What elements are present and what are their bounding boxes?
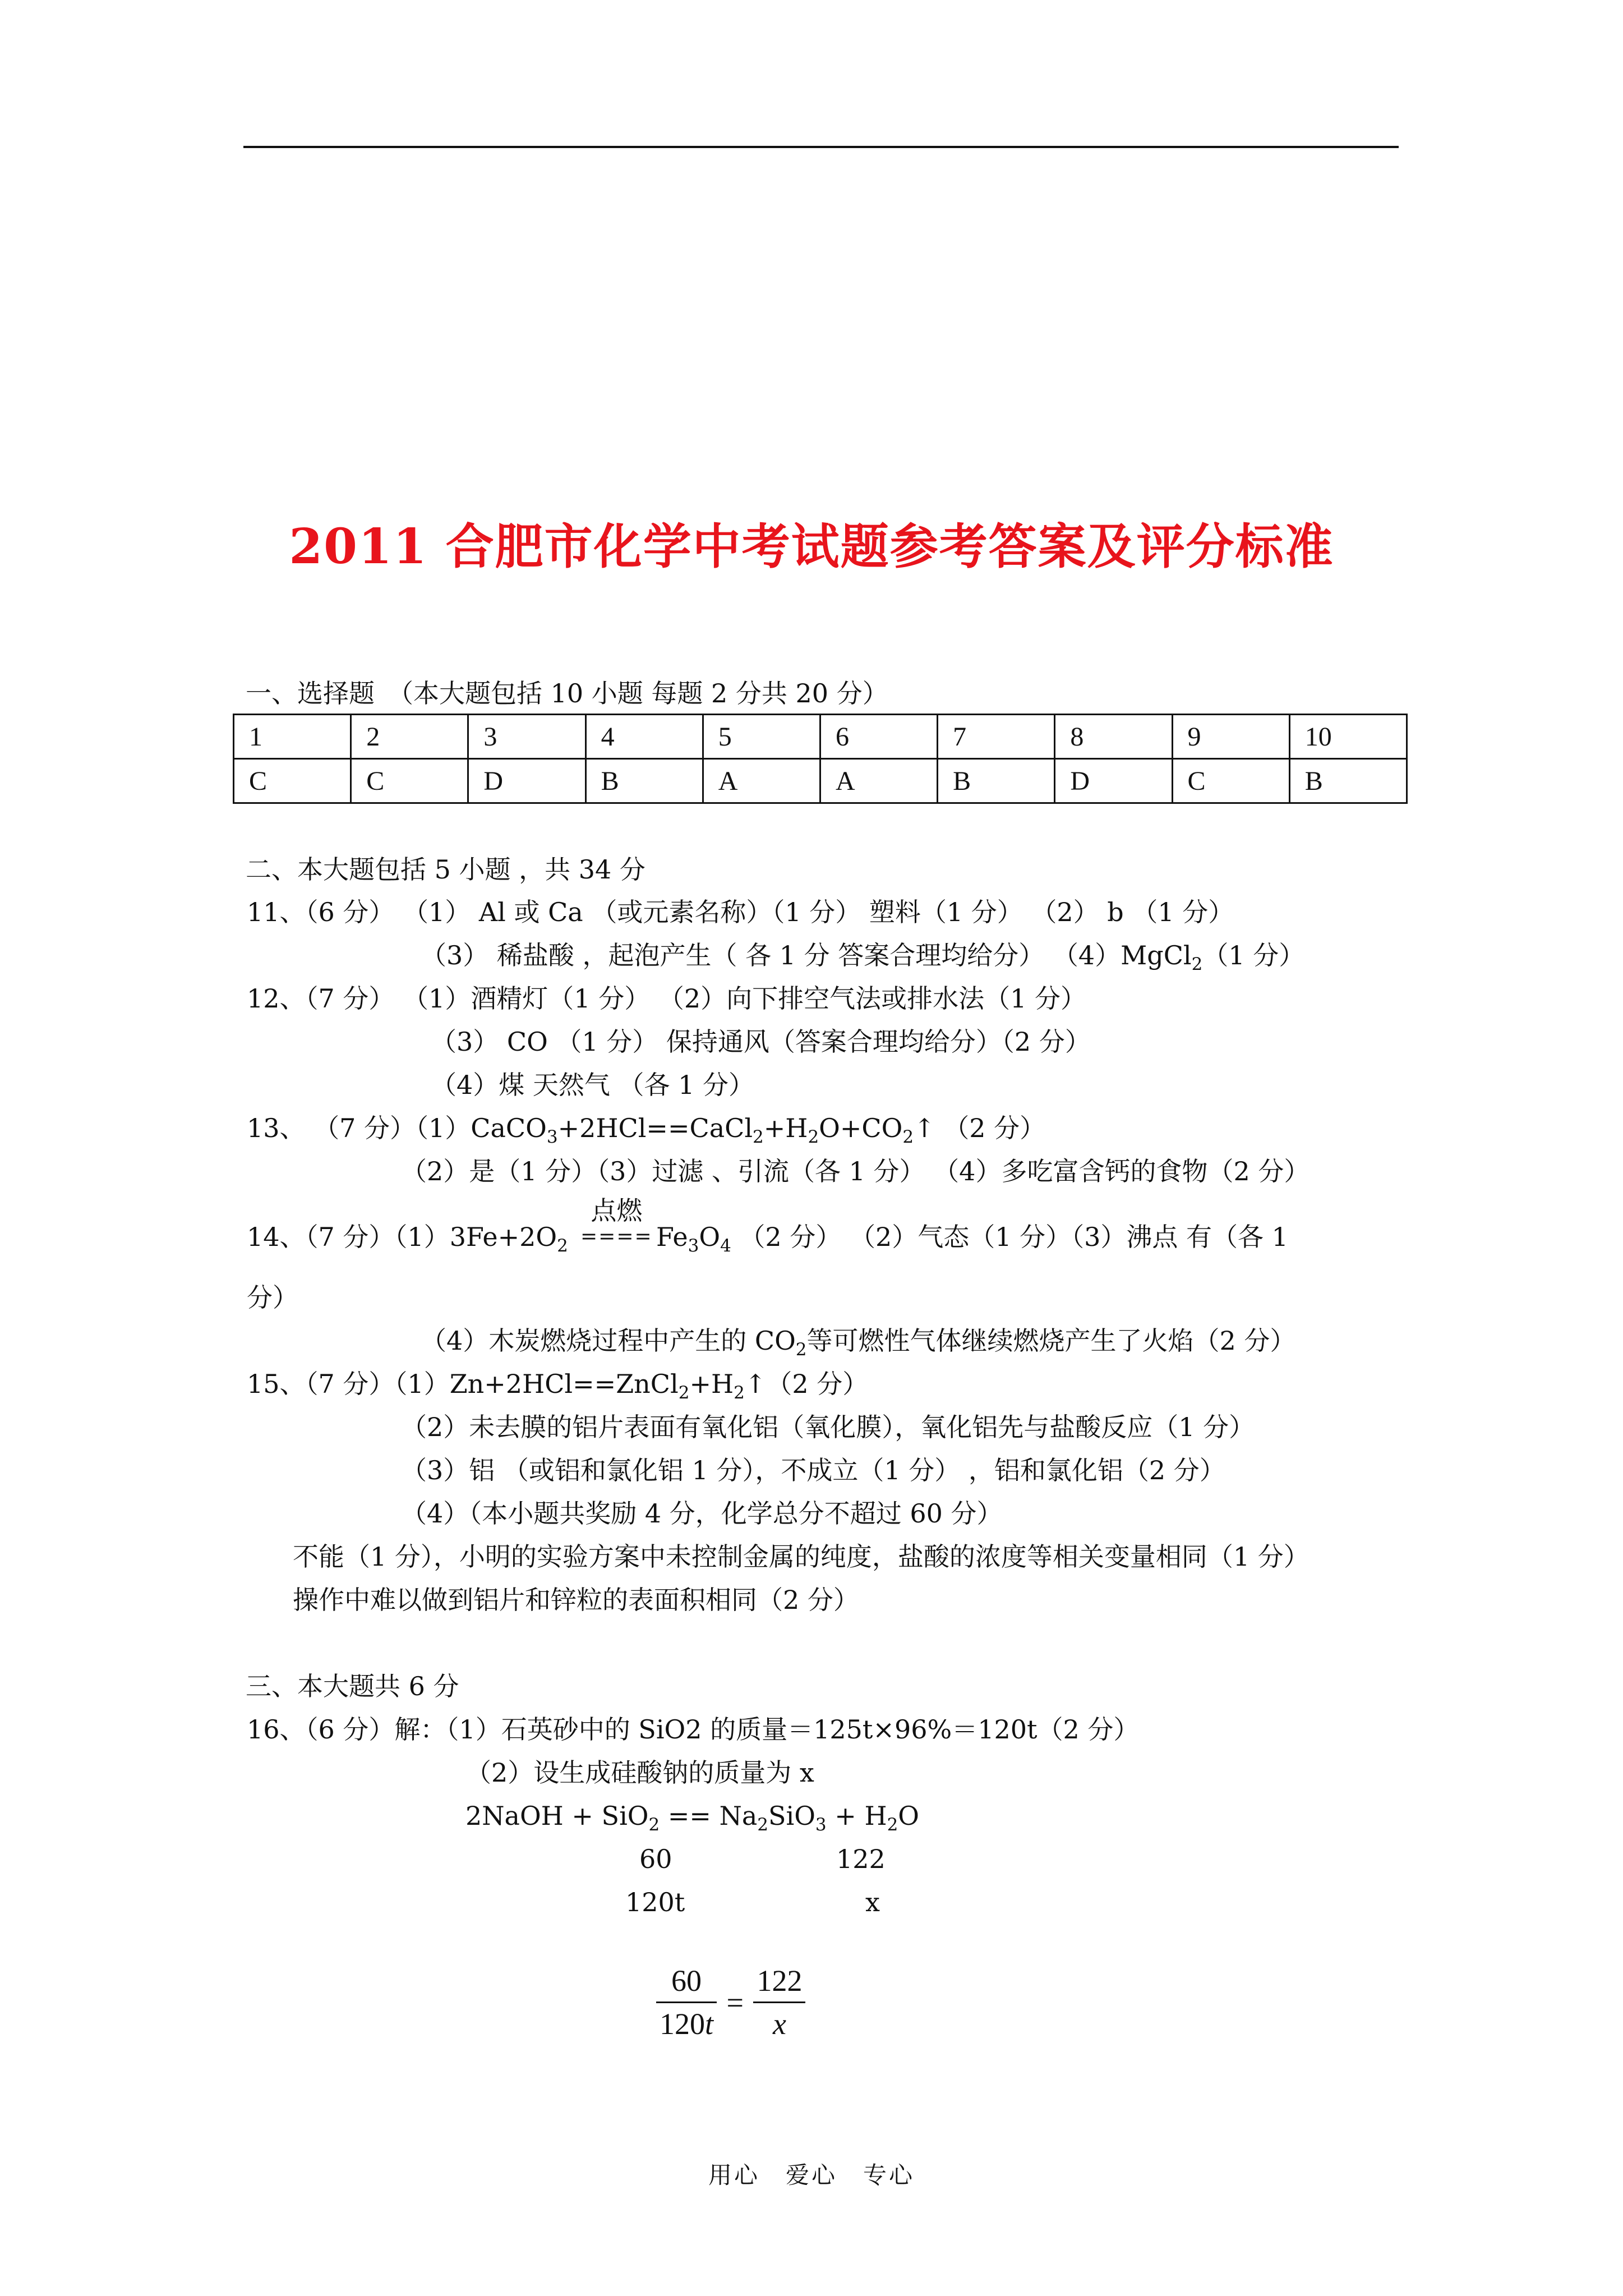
page-footer: 用心 爱心 专心 [708, 2161, 915, 2189]
proportion-formula [656, 1963, 805, 2041]
q15-line-6: 操作中难以做到铝片和锌粒的表面积相同（2 分） [293, 1585, 859, 1615]
reaction-condition [580, 1195, 653, 1248]
table-row-numbers [234, 715, 1407, 759]
header-rule [243, 146, 1399, 148]
table-cell: 7 [938, 715, 1055, 759]
table-cell: A [820, 759, 937, 803]
q15-line-5: 不能（1 分），小明的实验方案中未控制金属的纯度，盐酸的浓度等相关变量相同（1 分） [293, 1542, 1310, 1572]
answer-table [233, 714, 1408, 804]
table-cell: 3 [468, 715, 585, 759]
table-cell: 2 [351, 715, 468, 759]
fraction-right: $\frac{122}{x}$ [753, 1963, 805, 2041]
q16-mass-row: 120t x [625, 1887, 880, 1917]
q14-line-1a: 14、（7 分）$(1)3Fe+2O_2$ [247, 1222, 568, 1256]
table-cell: A [703, 759, 820, 803]
condition-label: 点燃 [591, 1195, 643, 1226]
table-cell: 5 [703, 715, 820, 759]
q14-line-3: （4）木炭燃烧过程中产生的 $CO_2$等可燃性气体继续燃烧产生了火焰（2 分） [421, 1326, 1296, 1360]
table-cell: 6 [820, 715, 937, 759]
fraction-left: $\frac{60}{120t}$ [656, 1963, 717, 2041]
table-cell: 10 [1289, 715, 1407, 759]
q11-line-2: （3） 稀盐酸 ，起泡产生（ 各 1 分 答案合理均给分） （4）MgCl$_2$（1 分） [421, 940, 1305, 974]
equals-sign: = [726, 1985, 744, 2019]
table-cell: D [468, 759, 585, 803]
q16-line-2: （2）设生成硅酸钠的质量为 x [465, 1757, 814, 1788]
table-row-answers [234, 759, 1407, 803]
table-cell: C [1172, 759, 1289, 803]
table-cell: 1 [234, 715, 351, 759]
table-cell: 9 [1172, 715, 1289, 759]
q14-line-1b: $Fe_3O_4$ （2 分） （2）气态（1 分）（3）沸点 有（各 1 [656, 1222, 1288, 1256]
table-cell: C [234, 759, 351, 803]
q16-mass-ratio-row: 60 122 [639, 1844, 886, 1874]
q15-line-4: （4）（本小题共奖励 4 分，化学总分不超过 60 分） [401, 1498, 1003, 1529]
q12-line-1: 12、（7 分） （1）酒精灯（1 分） （2）向下排空气法或排水法（1 分） [247, 983, 1086, 1014]
q13-line-2: （2）是（1 分）（3）过滤 、引流（各 1 分） （4）多吃富含钙的食物（2 分） [401, 1156, 1310, 1186]
section2-heading: 二、本大题包括 5 小题 ，共 34 分 [246, 854, 645, 885]
section3-heading: 三、本大题共 6 分 [246, 1671, 459, 1701]
q11-line-1: 11、（6 分） （1） Al 或 Ca （或元素名称）（1 分） 塑料（1 分） （2） b （1 分） [247, 897, 1234, 927]
q13-line-1: 13、 （7 分）$(1)CaCO_3+2HCl==CaCl_2+H_2O+CO_2↑$ （2 分） [247, 1113, 1046, 1147]
q12-line-3: （4）煤 天然气 （各 1 分） [431, 1070, 755, 1100]
q14-line-2: 分） [247, 1282, 298, 1313]
q15-line-1: 15、（7 分）$(1)Zn+2HCl==ZnCl_2+H_2↑(2$ 分） [247, 1369, 869, 1403]
table-cell: B [585, 759, 703, 803]
q15-line-2: （2）未去膜的铝片表面有氧化铝（氧化膜），氧化铝先与盐酸反应（1 分） [401, 1412, 1255, 1442]
table-cell: 4 [585, 715, 703, 759]
section1-heading: 一、选择题 （本大题包括 10 小题 每题 2 分共 20 分） [246, 678, 888, 708]
table-cell: B [1289, 759, 1407, 803]
q15-line-3: （3）铝 （或铝和氯化铝 1 分），不成立（1 分） ，铝和氯化铝（2 分） [401, 1455, 1225, 1485]
table-cell: C [351, 759, 468, 803]
condition-equals: ==== [580, 1225, 653, 1248]
q16-line-1: 16、（6 分）解：（1）石英砂中的 SiO2 的质量＝125t×96%＝120t（2 分） [247, 1714, 1140, 1745]
q16-equation: 2NaOH + $SiO_2 == Na_2SiO_3 + H_2O$ [465, 1801, 920, 1835]
page-title: 2011 合肥市化学中考试题参考答案及评分标准 [289, 518, 1334, 575]
table-cell: D [1055, 759, 1172, 803]
table-cell: 8 [1055, 715, 1172, 759]
table-cell: B [938, 759, 1055, 803]
q12-line-2: （3） CO （1 分） 保持通风（答案合理均给分）（2 分） [431, 1027, 1091, 1057]
